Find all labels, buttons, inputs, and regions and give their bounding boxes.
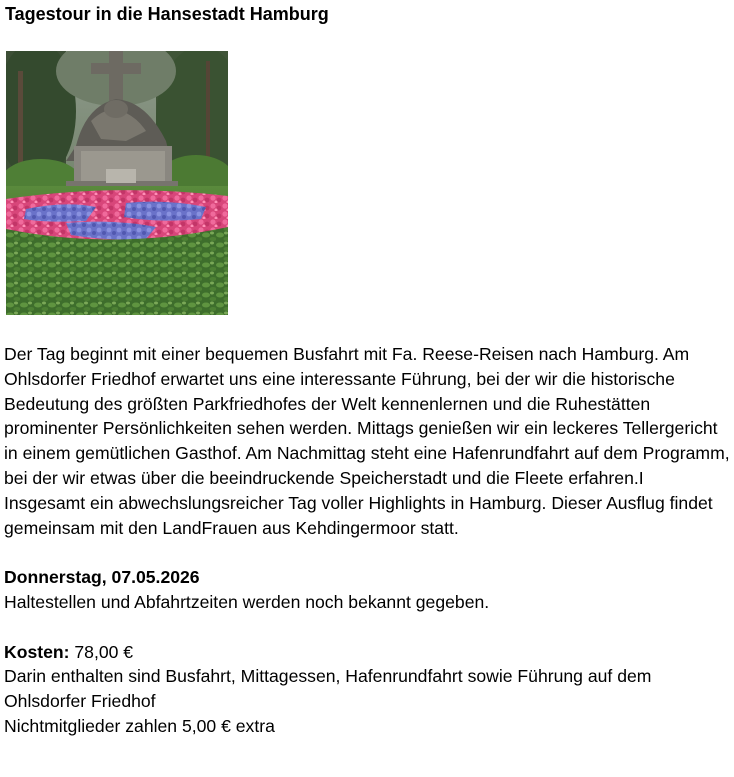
costs-line: [4, 640, 730, 665]
description-paragraph: Insgesamt ein abwechslungsreicher Tag voller Highlights in Hamburg. Dieser Ausflug findet gemeinsam mit den LandFrauen aus Kehdingermoor statt.: [4, 492, 713, 538]
event-date: Donnerstag, 07.05.2026: [4, 567, 200, 588]
tour-description: [4, 342, 730, 739]
costs-amount: 78,00 €: [69, 641, 134, 662]
costs-included: Darin enthalten sind Busfahrt, Mittagessen, Hafenrundfahrt sowie Führung auf dem Ohlsdorfer Friedhof: [4, 666, 652, 712]
non-member-note: Nichtmitglieder zahlen 5,00 € extra: [4, 715, 275, 736]
stops-note: Haltestellen und Abfahrtzeiten werden noch bekannt gegeben.: [4, 591, 490, 612]
cemetery-photo: [6, 51, 228, 315]
page-title: Tagestour in die Hansestadt Hamburg: [5, 4, 329, 24]
costs-label: Kosten:: [4, 641, 70, 662]
description-paragraph: Der Tag beginnt mit einer bequemen Busfahrt mit Fa. Reese-Reisen nach Hamburg. Am Ohlsdorfer Friedhof erwartet uns eine interessante Führung, bei der wir die historische Bedeutung des größten Parkfriedhofes der Welt kennenlernen und die Ruhestätten prominenter Persönlichkeiten sehen werden. Mittags genießen wir ein leckeres Tellergericht in einem gemütlichen Gasthof. Am Nachmittag steht eine Hafenrundfahrt auf dem Programm, bei der wir etwas über die beeindruckende Speicherstadt und die Fleete erfahren.I: [4, 344, 730, 488]
